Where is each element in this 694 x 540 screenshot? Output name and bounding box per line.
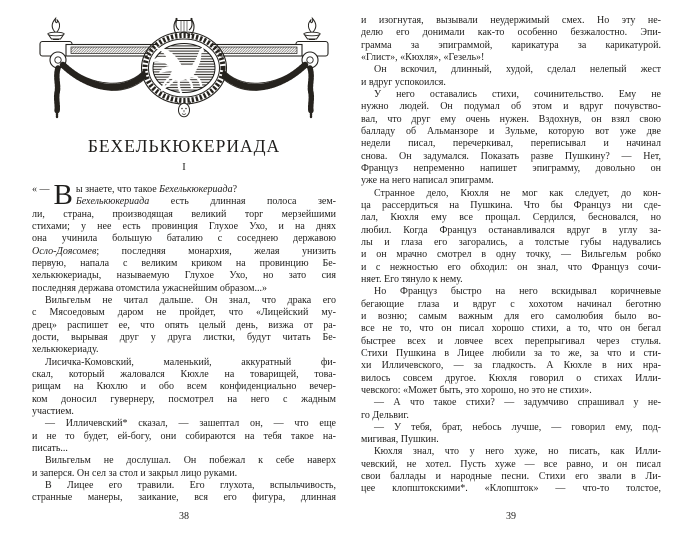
text-line: Бехелькюкериада есть длинная полоса зем- (75, 196, 336, 208)
text-line: первую, напала с великим криком на провинцию Бе- (32, 257, 336, 269)
text-line: балладу об Альманзоре и Зульме, которую вот уже две (361, 125, 661, 137)
text-line: участием. (32, 405, 74, 417)
text-line: дрец» распишет ее, что опять целый день, визжа от ра- (32, 319, 336, 331)
text-line: цее клопштокскими*. «Клопшток» — что-то толстое, (361, 483, 661, 495)
text-line: У него оставались стихи, сочинительство. Ему не (374, 88, 661, 100)
text-line: Лисичка-Комовский, маленький, аккуратный фи- (45, 356, 336, 368)
text-line: лы и глаза его загорались, а толстые губы надувались (361, 236, 661, 248)
text-line: бегающие глаза и вдруг с хохотом начинал беготню (361, 298, 661, 310)
text-line: быстрее всех и ловчее всех перепрыгивал через стулья. (361, 335, 661, 347)
text-line: и с нежностью его обходил: он знал, что Француз сочи- (361, 261, 661, 273)
text-line: «Глист», «Кюхля», «Гезель»! (361, 51, 485, 63)
text-line: хелькюкериаду. (32, 344, 99, 356)
section-numeral: I (182, 162, 186, 173)
text-line: — Илличевский* сказал, — зашептал он, — что еще (45, 418, 336, 430)
pegasus-headpiece-ornament (32, 16, 336, 120)
text-line: хи Илличевского, — за гладкость. А Кюхле в них нра- (361, 360, 661, 372)
text-line: Осло-Доясомев; последняя монархия, желая унизить (32, 245, 336, 257)
text-line: — У тебя, брат, небось лучше, — говорил ему, под- (374, 421, 661, 433)
text-line: писать... (32, 442, 68, 454)
text-line: свои баллады и народные песни. Стихи его звали в Ли- (361, 471, 661, 483)
text-line: с Мясоедовым даром не пройдет, что «Лицейский му- (32, 307, 336, 319)
text-line: все не то, что он писал хорошо стихи, а то, что он бегал (361, 323, 661, 335)
text-line: ком доносил гувернеру, посмотрел на него с жадным (32, 393, 336, 405)
text-line: чевский, не хотел. Пусть хуже — все равно, и он писал (361, 458, 661, 470)
text-line: лал, Кюхля ему все прощал. Сердился, бесновался, но (361, 212, 661, 224)
text-line: грамма за эпиграммой, карикатура за карикатурой. (361, 39, 661, 51)
text-line: стихами; у нее есть провинция Глухое Ухо, и на днях (32, 220, 336, 232)
left-page-text (32, 209, 336, 505)
right-page (361, 0, 661, 540)
text-line: хелькюкериады, называемую Глухое Ухо, но зато сия (32, 270, 336, 282)
text-line: уже на него написал эпиграмм. (361, 175, 494, 187)
text-line: и не то будет, ей-богу, они собираются на тебя такое на- (32, 430, 336, 442)
drop-cap: В (53, 179, 73, 211)
pegasus-medallion (142, 32, 227, 104)
laurel-garland-left (62, 62, 148, 90)
torch-icon-right (304, 19, 320, 42)
left-page (32, 0, 336, 540)
torch-icon-left (48, 19, 64, 42)
page-number-right: 39 (506, 511, 516, 522)
text-line: и изогнутая, вызывали неудержимый смех. Но эту не- (361, 15, 661, 26)
text-line: она учинила большую баталию с соседнею державою (32, 233, 336, 245)
text-line: го Дельвиг. (361, 409, 409, 421)
laurel-garland-right (220, 62, 306, 90)
opening-lines (76, 184, 336, 209)
text-line: няет. Его тянуло к нему. (361, 273, 463, 285)
page-number-left: 38 (179, 511, 189, 522)
text-line: и он мрачно смотрел в одну точку, — Вильгельм робко (361, 249, 661, 261)
text-line: Он вскочил, длинный, худой, сделал нелепый жест (374, 64, 661, 76)
text-line: делю его донимали как-то особенно безжалостно. Эпи- (361, 27, 661, 39)
text-line: В Лицее его травили. Его глухота, вспыльчивость, (45, 479, 336, 491)
text-line: Стихи Пушкина в Лицее любили за то же, за что и сти- (361, 347, 661, 359)
text-line: ы знаете, что такое Бехелькюкериада? (75, 184, 238, 195)
text-line: любил. Когда Француз останавливался вдруг в углу за- (361, 224, 661, 236)
right-page-text (361, 15, 661, 496)
text-line: снова. Он задумался. Показать разве Пушкину? — Нет, (361, 150, 661, 162)
text-line: нужно людей. Он подумал об этом и вдруг почувство- (361, 101, 661, 113)
text-line: Кюхля знал, что у него хуже, но писать, как Илли- (374, 446, 661, 458)
text-line: вал, что друг ему очень нужен. Вздохнув, он взял свою (361, 113, 661, 125)
text-line: рищам на Кюхлю и обо всем конфиденциально вечер- (32, 381, 336, 393)
text-line: Вильгельм не дослушал. Он побежал к себе наверх (45, 455, 336, 467)
text-line: скал, который жаловался Кюхле на товарищей, това- (32, 368, 336, 380)
text-line: ца рассердиться на Пушкина. Что бы Француз ни сде- (361, 199, 661, 211)
text-line: и вдруг успокоился. (361, 76, 446, 88)
text-line: дости, вырывая друг у друга листки, будут читать Бе- (32, 331, 336, 343)
text-line: и заперся. Он сел за стол и закрыл лицо руками. (32, 467, 238, 479)
garland-tassel-right (310, 68, 311, 117)
opening-paragraph (32, 179, 336, 211)
opening-quote-dash: « — (32, 184, 50, 195)
text-line: недели писал, перечеркивал, переписывал и начинал (361, 138, 661, 150)
text-line: и возню; самым важным для его самолюбия было во- (361, 310, 661, 322)
text-line: Странное дело, Кюхля не мог как следует, до кон- (374, 187, 661, 199)
chapter-title: БЕХЕЛЬКЮКЕРИАДА (87, 136, 281, 156)
text-line: мигивая, Пушкин. (361, 434, 439, 446)
text-line: Но Француз быстро на него вскидывал коричневые (374, 286, 661, 298)
text-line: Вильгельм не читал дальше. Он знал, что драка его (45, 294, 336, 306)
text-line: — А что такое стихи? — задумчиво спрашивал у не- (374, 397, 661, 409)
text-line: вилось совсем другое. Кюхля говорил о стихах Илли- (361, 372, 661, 384)
text-line: странные манеры, заикание, вся его фигура, длинная (32, 492, 336, 504)
garland-tassel-left (57, 68, 58, 117)
text-line: ли, страна, производящая великий торг мерзейшими (32, 208, 336, 220)
text-line: последняя держава отомстила ужаснейшим образом...» (32, 282, 267, 294)
text-line: Француз непременно напишет эпиграмму, довольно он (361, 162, 661, 174)
text-line: чевского: «Может быть, это хорошо, но это не стихи». (361, 384, 592, 396)
